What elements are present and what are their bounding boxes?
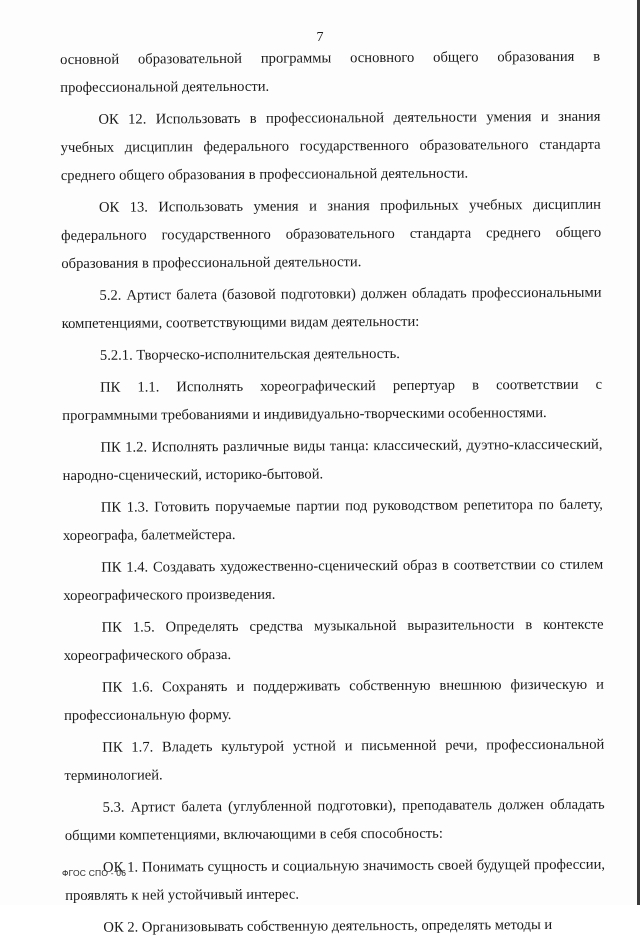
paragraph-pk-1-6: ПК 1.6. Сохранять и поддерживать собственную внешнюю физическую и профессиональную форму. bbox=[64, 676, 604, 724]
paragraph-5-2-1: 5.2.1. Творческо-исполнительская деятельность. bbox=[99, 345, 400, 364]
paragraph-ok-12: ОК 12. Использовать в профессиональной деятельности умения и знания учебных дисциплин федерального государственного образовательного стандарта среднего общего образования в профессиональной деятельности. bbox=[60, 108, 601, 184]
paragraph-pk-1-4: ПК 1.4. Создавать художественно-сценический образ в соответствии со стилем хореографического произведения. bbox=[63, 556, 604, 604]
document-body bbox=[60, 43, 605, 942]
paragraph-ok-13: ОК 13. Использовать умения и знания профильных учебных дисциплин федерального государственного образовательного стандарта среднего общего образования в профессиональной деятельности. bbox=[61, 196, 602, 272]
page-number: 7 bbox=[316, 30, 324, 45]
paragraph-continuation: основной образовательной программы основного общего образования в профессиональной деятельности. bbox=[60, 48, 601, 96]
paragraph-5-2: 5.2. Артист балета (базовой подготовки) должен обладать профессиональными компетенциями, соответствующими видам деятельности: bbox=[61, 284, 602, 332]
paragraph-ok-1: ОК 1. Понимать сущность и социальную значимость своей будущей профессии, проявлять к ней устойчивый интерес. bbox=[65, 856, 606, 904]
paragraph-5-3: 5.3. Артист балета (углубленной подготовки), преподаватель должен обладать общими компетенциями, включающими в себя способность: bbox=[64, 796, 605, 844]
paragraph-ok-2: ОК 2. Организовывать собственную деятельность, определять методы и bbox=[103, 917, 553, 936]
paragraph-pk-1-1: ПК 1.1. Исполнять хореографический репертуар в соответствии с программными требованиями и индивидуально-творческими особенностями. bbox=[62, 376, 603, 424]
paragraph-pk-1-2: ПК 1.2. Исполнять различные виды танца: классический, дуэтно-классический, народно-сценический, историко-бытовой. bbox=[62, 436, 603, 484]
paragraph-pk-1-5: ПК 1.5. Определять средства музыкальной выразительности в контексте хореографического образа. bbox=[63, 616, 604, 664]
paragraph-pk-1-3: ПК 1.3. Готовить поручаемые партии под руководством репетитора по балету, хореографа, балетмейстера. bbox=[62, 496, 603, 544]
footer-code: ФГОС СПО - 06 bbox=[62, 868, 127, 878]
paragraph-pk-1-7: ПК 1.7. Владеть культурой устной и письменной речи, профессиональной терминологией. bbox=[64, 736, 605, 784]
